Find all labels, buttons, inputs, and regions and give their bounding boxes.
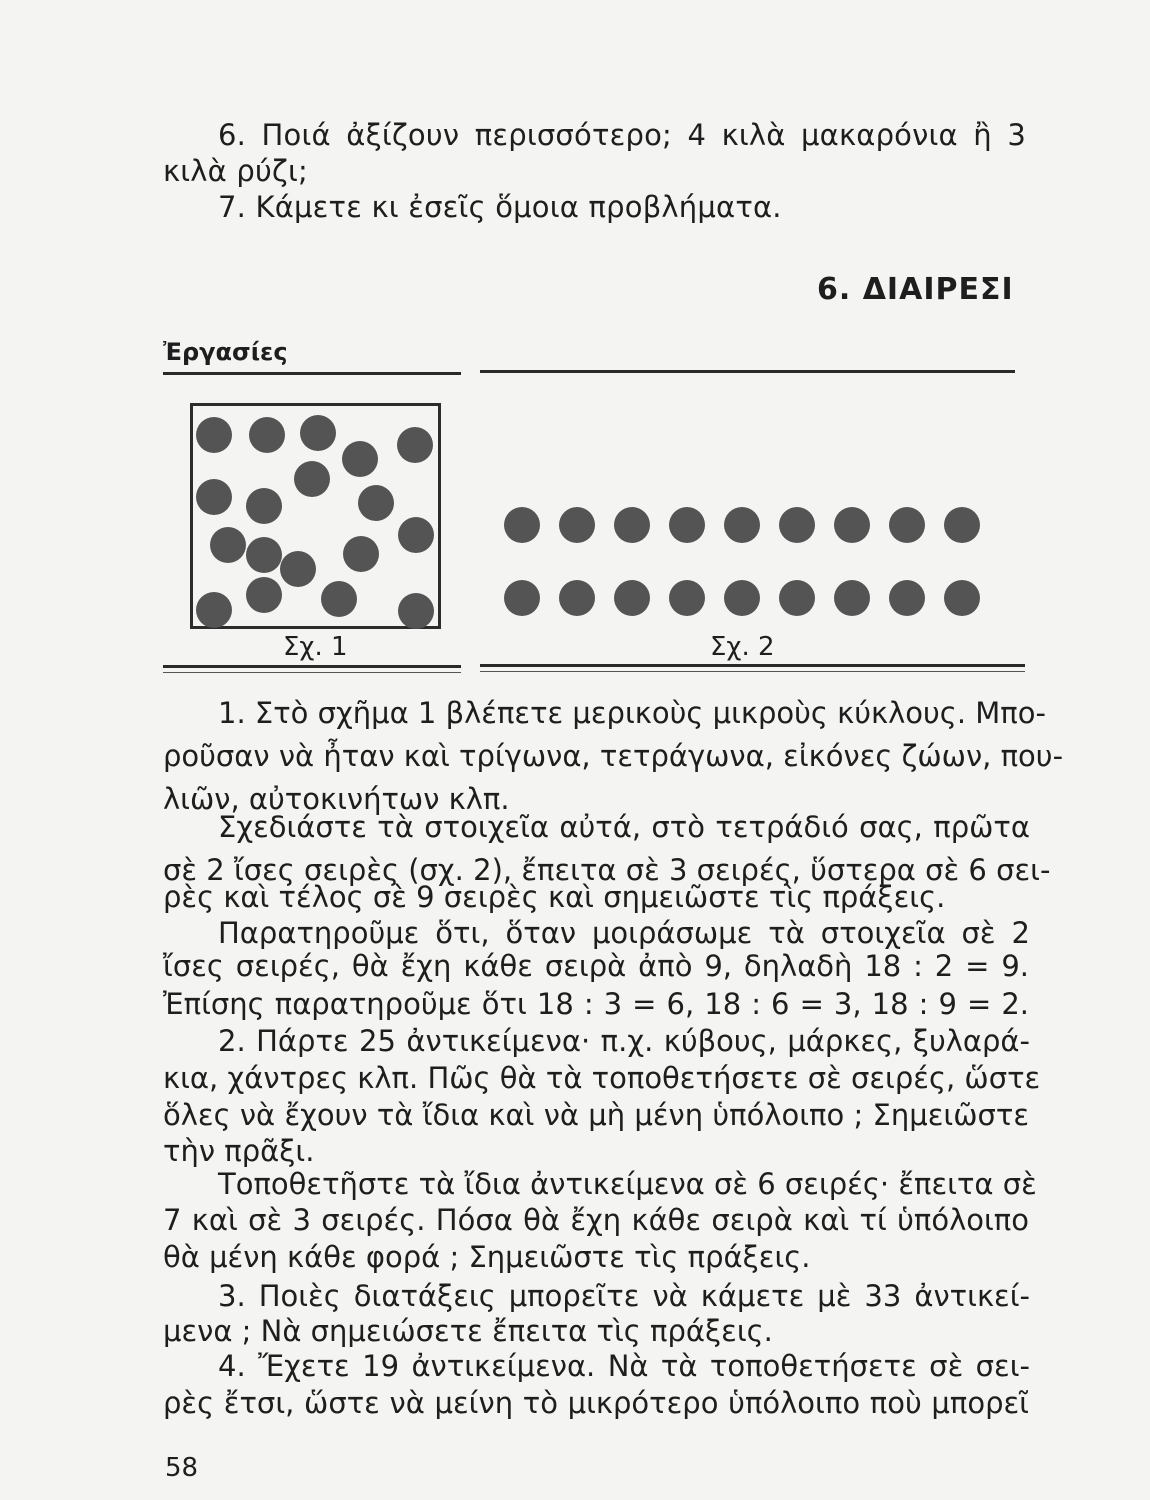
figure-1-dot: [280, 551, 316, 587]
body-line-4: Σχεδιάστε τὰ στοιχεῖα αὐτά, στὸ τετράδιό σας, πρῶτα: [218, 810, 1030, 844]
figure-1-dot: [358, 485, 394, 521]
figure-2-dot: [559, 580, 595, 616]
figure-2-dot: [724, 580, 760, 616]
figure-bottom-rule-right-thin: [480, 671, 1025, 672]
body-line-8: ἴσες σειρές, θὰ ἔχη κάθε σειρὰ ἀπὸ 9, δηλαδὴ 18 : 2 = 9.: [163, 949, 1029, 983]
figure-1-dot: [398, 593, 434, 629]
figure-1-dot: [343, 536, 379, 572]
figure-top-rule-right: [480, 370, 1015, 373]
figure-2-dot: [669, 580, 705, 616]
problem-7: 7. Κάμετε κι ἐσεῖς ὅμοια προβλήματα.: [218, 190, 782, 224]
problem-6-line-2: κιλὰ ρύζι;: [163, 154, 308, 188]
figure-1-dot: [294, 461, 330, 497]
figure-2-dot: [779, 580, 815, 616]
body-line-20: ρὲς ἔτσι, ὥστε νὰ μείνη τὸ μικρότερο ὑπόλοιπο ποὺ μπορεῖ: [163, 1386, 1029, 1420]
figure-1-caption: Σχ. 1: [283, 632, 348, 662]
figure-2-dot: [944, 507, 980, 543]
figure-2-dot: [724, 507, 760, 543]
figure-2-dot: [889, 507, 925, 543]
section-subtitle: Ἐργασίες: [163, 338, 288, 366]
figure-1-dot: [246, 537, 282, 573]
figure-2-dot: [669, 507, 705, 543]
figure-1-dot: [342, 441, 378, 477]
figure-1-dot: [246, 577, 282, 613]
body-line-11: κια, χάντρες κλπ. Πῶς θὰ τὰ τοποθετήσετε σὲ σειρές, ὥστε: [163, 1061, 1041, 1095]
body-line-17: 3. Ποιὲς διατάξεις μπορεῖτε νὰ κάμετε μὲ 33 ἀντικεί-: [218, 1279, 1030, 1313]
figure-2-dot: [504, 580, 540, 616]
figure-2-dot: [889, 580, 925, 616]
figure-1-dot: [210, 527, 246, 563]
body-line-3: λιῶν, αὐτοκινήτων κλπ.: [163, 782, 510, 816]
body-line-18: μενα ; Νὰ σημειώσετε ἔπειτα τὶς πράξεις.: [163, 1314, 773, 1348]
figure-top-rule-left: [163, 372, 461, 375]
body-line-15: 7 καὶ σὲ 3 σειρές. Πόσα θὰ ἔχη κάθε σειρὰ καὶ τί ὑπόλοιπο: [163, 1203, 1029, 1237]
figure-2-dot: [834, 507, 870, 543]
figure-1-dot: [398, 517, 434, 553]
page-number: 58: [165, 1453, 199, 1483]
figure-1-dot: [321, 581, 357, 617]
problem-6-line-1: 6. Ποιά ἀξίζουν περισσότερο; 4 κιλὰ μακαρόνια ἢ 3: [218, 118, 1026, 152]
figure-2-dot: [834, 580, 870, 616]
body-line-19: 4. Ἔχετε 19 ἀντικείμενα. Νὰ τὰ τοποθετήσετε σὲ σει-: [218, 1349, 1030, 1383]
figure-2-dot: [559, 507, 595, 543]
figure-1-dot: [249, 417, 285, 453]
figure-2-dot: [504, 507, 540, 543]
figure-1-dot: [300, 415, 336, 451]
body-line-14: Τοποθετῆστε τὰ ἴδια ἀντικείμενα σὲ 6 σειρές· ἔπειτα σὲ: [218, 1167, 1037, 1201]
figure-2-dot: [779, 507, 815, 543]
body-line-10: 2. Πάρτε 25 ἀντικείμενα· π.χ. κύβους, μάρκες, ξυλαρά-: [218, 1024, 1030, 1058]
body-line-1: 1. Στὸ σχῆμα 1 βλέπετε μερικοὺς μικροὺς κύκλους. Μπο-: [218, 696, 1046, 730]
section-title: 6. ΔΙΑΙΡΕΣΙ: [817, 272, 1014, 307]
figure-1-dot: [196, 479, 232, 515]
figure-1-dot: [246, 488, 282, 524]
body-line-6: ρὲς καὶ τέλος σὲ 9 σειρὲς καὶ σημειῶστε τὶς πράξεις.: [163, 880, 946, 914]
body-line-13: τὴν πρᾶξι.: [163, 1134, 315, 1168]
figure-1-dot: [196, 417, 232, 453]
figure-bottom-rule-left-thin: [163, 672, 461, 673]
body-line-7: Παρατηροῦμε ὅτι, ὅταν μοιράσωμε τὰ στοιχεῖα σὲ 2: [218, 916, 1030, 950]
figure-2-dot: [944, 580, 980, 616]
body-line-5: σὲ 2 ἴσες σειρὲς (σχ. 2), ἔπειτα σὲ 3 σειρές, ὕστερα σὲ 6 σει-: [163, 853, 1051, 887]
body-line-16: θὰ μένη κάθε φορά ; Σημειῶστε τὶς πράξεις.: [163, 1240, 811, 1274]
figure-2-caption: Σχ. 2: [710, 632, 775, 662]
figure-bottom-rule-right: [480, 664, 1025, 667]
body-line-12: ὅλες νὰ ἔχουν τὰ ἴδια καὶ νὰ μὴ μένη ὑπόλοιπο ; Σημειῶστε: [163, 1098, 1029, 1132]
figure-2-dot: [614, 580, 650, 616]
figure-1-dot: [196, 592, 232, 628]
body-line-2: ροῦσαν νὰ ἦταν καὶ τρίγωνα, τετράγωνα, εἰκόνες ζώων, που-: [163, 739, 1064, 773]
body-line-9: Ἐπίσης παρατηροῦμε ὅτι 18 : 3 = 6, 18 : 6 = 3, 18 : 9 = 2.: [163, 987, 1029, 1021]
figure-1-dot: [397, 427, 433, 463]
figure-bottom-rule-left: [163, 665, 461, 668]
figure-2-dot: [614, 507, 650, 543]
